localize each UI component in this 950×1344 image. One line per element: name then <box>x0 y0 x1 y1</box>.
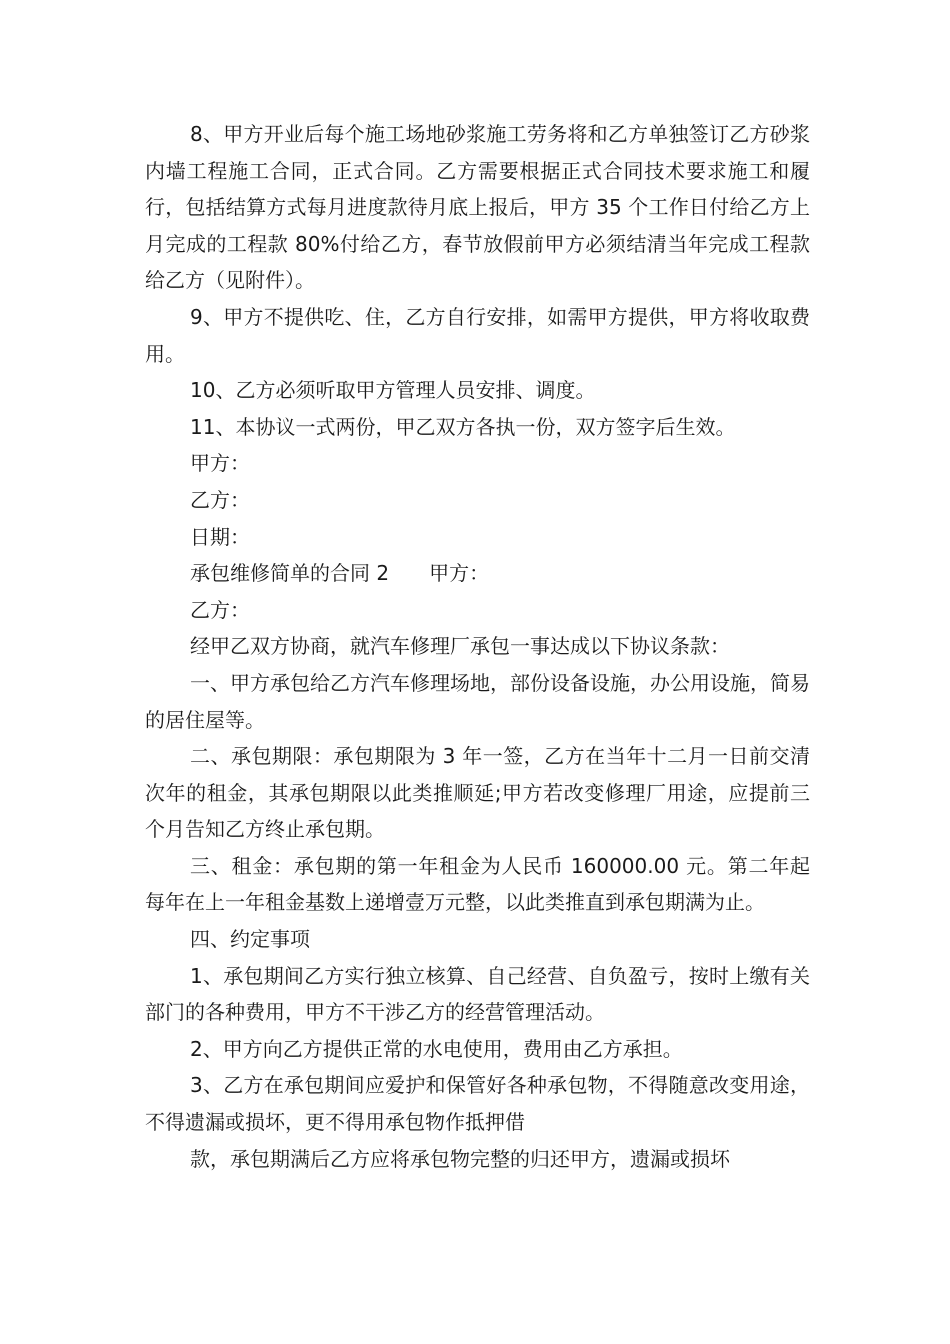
article-3: 三、租金：承包期的第一年租金为人民币 160000.00 元。第二年起每年在上一年租金基数上递增壹万元整，以此类推直到承包期满为止。 <box>145 853 810 915</box>
clause-10: 10、乙方必须听取甲方管理人员安排、调度。 <box>190 378 596 403</box>
signature-date: 日期： <box>190 524 250 549</box>
article-4-item-1: 1、承包期间乙方实行独立核算、自己经营、自负盈亏，按时上缴有关部门的各种费用，甲方不干涉乙方的经营管理活动。 <box>145 963 810 1025</box>
article-4-item-3-continued: 款，承包期满后乙方应将承包物完整的归还甲方，遗漏或损坏 <box>190 1146 730 1171</box>
intro-paragraph: 经甲乙双方协商，就汽车修理厂承包一事达成以下协议条款： <box>190 634 730 659</box>
contract-party-a-label: 甲方： <box>429 561 490 586</box>
clause-11: 11、本协议一式两份，甲乙双方各执一份，双方签字后生效。 <box>190 414 736 439</box>
contract-heading: 承包维修简单的合同 2 <box>190 561 390 586</box>
article-2: 二、承包期限：承包期限为 3 年一签，乙方在当年十二月一日前交清次年的租金，其承包期限以此类推顺延;甲方若改变修理厂用途，应提前三个月告知乙方终止承包期。 <box>145 744 810 842</box>
article-1: 一、甲方承包给乙方汽车修理场地，部份设备设施，办公用设施，简易的居住屋等。 <box>145 670 810 732</box>
clause-8: 8、甲方开业后每个施工场地砂浆施工劳务将和乙方单独签订乙方砂浆内墙工程施工合同，正式合同。乙方需要根据正式合同技术要求施工和履行，包括结算方式每月进度款待月底上报后，甲方 35 个工作日付给乙方上月完成的工程款 80%付给乙方，春节放假前甲方必须结清当年完成工程款给乙方（见附件）。 <box>145 122 810 293</box>
signature-party-b: 乙方： <box>190 487 250 512</box>
article-4-item-3: 3、乙方在承包期间应爱护和保管好各种承包物，不得随意改变用途，不得遗漏或损坏，更不得用承包物作抵押借 <box>145 1073 810 1135</box>
signature-party-a: 甲方： <box>190 451 250 476</box>
contract-heading-row <box>145 555 810 592</box>
contract-party-b-label: 乙方： <box>190 597 250 622</box>
article-4-item-2: 2、甲方向乙方提供正常的水电使用，费用由乙方承担。 <box>190 1036 683 1061</box>
clause-9: 9、甲方不提供吃、住，乙方自行安排，如需甲方提供，甲方将收取费用。 <box>145 304 810 366</box>
document-body <box>145 116 810 1177</box>
article-4-heading: 四、约定事项 <box>190 927 310 952</box>
